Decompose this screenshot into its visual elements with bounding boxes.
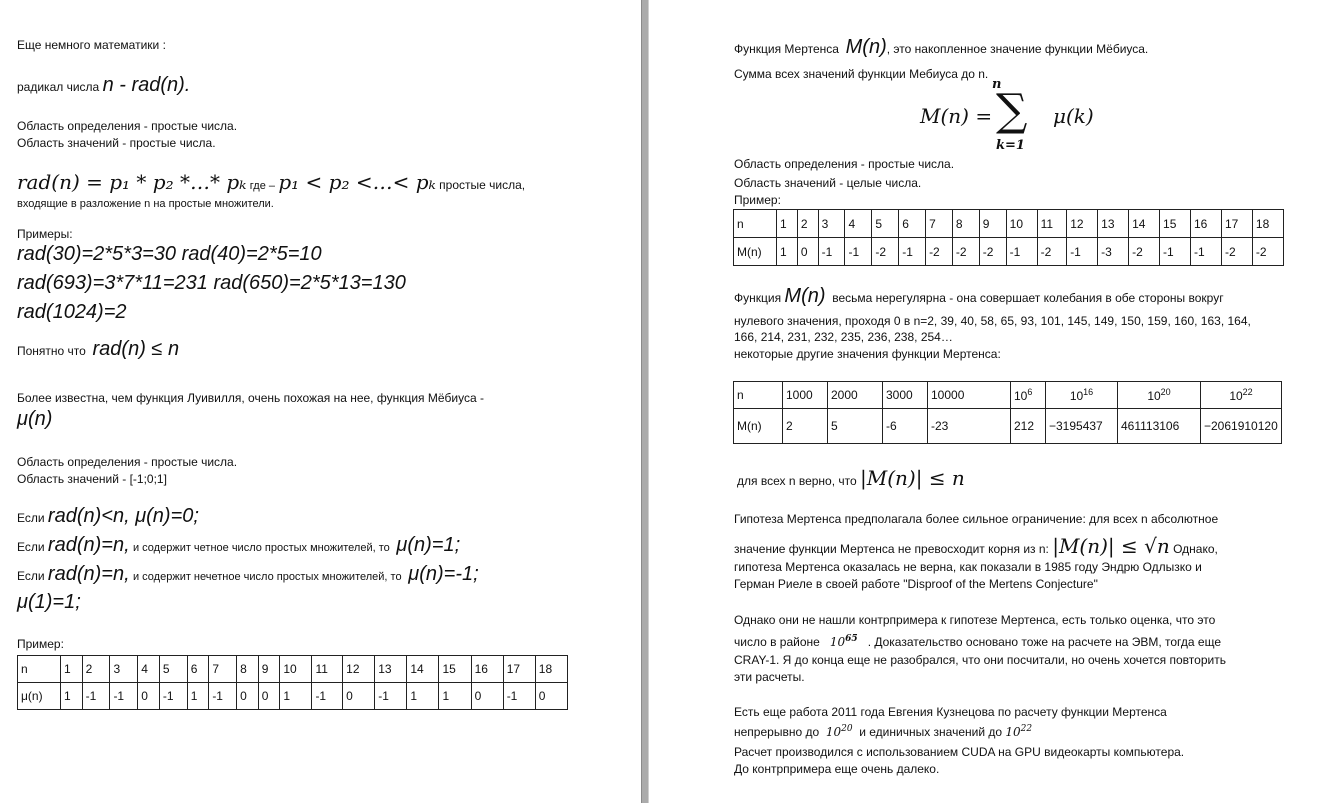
- table-cell: -1: [312, 683, 343, 710]
- table-cell: -1: [1191, 238, 1222, 266]
- rule-3-result: μ(n)=-1;: [408, 563, 479, 585]
- rule-2-text: и содержит четное число простых множителей, то: [132, 542, 390, 554]
- rad-formula-where: где –: [249, 180, 275, 192]
- radical-line: [17, 74, 190, 97]
- table-cell: -1: [818, 238, 845, 266]
- table-cell: -1: [1067, 238, 1098, 266]
- mertens-intro: [734, 36, 1148, 59]
- table-cell: 0: [535, 683, 567, 710]
- table-cell: 461113106: [1118, 409, 1201, 444]
- hypothesis-expr: |M(n)| ≤ √n: [1052, 534, 1170, 558]
- table-cell: 10: [280, 656, 312, 683]
- table-cell: 16: [471, 656, 503, 683]
- table-cell: 1: [61, 656, 83, 683]
- all-n-line: [737, 466, 965, 490]
- table-cell: 0: [138, 683, 160, 710]
- table-cell: −3195437: [1046, 409, 1118, 444]
- table-cell: 14: [407, 656, 439, 683]
- if-word: Если: [17, 511, 45, 525]
- table-cell: 9: [979, 210, 1006, 238]
- table-row: [18, 683, 568, 710]
- table-cell: -2: [952, 238, 979, 266]
- hypothesis-line-1: Гипотеза Мертенса предполагала более сильное ограничение: для всех n абсолютное: [734, 512, 1219, 526]
- table-cell: -2: [926, 238, 953, 266]
- rad-formula-line: [17, 170, 525, 194]
- table-cell: -2: [1252, 238, 1283, 266]
- rad-formula-tail: простые числа,: [439, 178, 526, 192]
- table-cell: 0: [258, 683, 280, 710]
- table-row: [18, 656, 568, 683]
- table-cell: $10^{22}$: [1201, 382, 1282, 409]
- table-cell: 11: [312, 656, 343, 683]
- rule-4: μ(1)=1;: [17, 591, 81, 613]
- table-cell: 2: [797, 210, 818, 238]
- table-cell: 1: [280, 683, 312, 710]
- table-cell: $10^6$: [1011, 382, 1046, 409]
- clear-label: Понятно что: [17, 344, 86, 358]
- table-row: [734, 238, 1284, 266]
- table-cell: 8: [237, 656, 259, 683]
- table-cell: 15: [439, 656, 471, 683]
- rad-formula-line2: входящие в разложение n на простые множители.: [17, 198, 274, 210]
- sum-line: Сумма всех значений функции Мебиуса до n.: [734, 67, 989, 81]
- counter-line-4: эти расчеты.: [734, 670, 805, 684]
- rule-3: [17, 563, 479, 586]
- table-cell: −2061910120: [1201, 409, 1282, 444]
- example-3: rad(1024)=2: [17, 301, 127, 323]
- table-cell: 10: [1006, 210, 1037, 238]
- table-cell: 12: [1067, 210, 1098, 238]
- mertens-word: Функция Мертенса: [734, 42, 839, 56]
- table-cell: -1: [845, 238, 872, 266]
- table-cell: 2: [82, 656, 110, 683]
- radical-label: радикал числа: [17, 80, 100, 94]
- table-cell: -1: [82, 683, 110, 710]
- table-cell: 8: [952, 210, 979, 238]
- table-cell: 14: [1129, 210, 1160, 238]
- mobius-table: [17, 655, 568, 710]
- formula-bottom: k=1: [996, 138, 1025, 153]
- table-cell: -2: [872, 238, 899, 266]
- formula-lhs: M(n) =: [920, 104, 993, 128]
- range: Область значений - целые числа.: [734, 176, 922, 190]
- table-cell: n: [734, 210, 777, 238]
- table-cell: -6: [883, 409, 928, 444]
- table-cell: -1: [110, 683, 138, 710]
- table-cell: 0: [797, 238, 818, 266]
- radical-expr: n - rad(n).: [102, 74, 191, 96]
- table-cell: 5: [872, 210, 899, 238]
- table-cell: 12: [343, 656, 375, 683]
- table-cell: -2: [979, 238, 1006, 266]
- counter-line-2: [734, 634, 1221, 649]
- kuznetsov-power-1: $10^{20}$: [825, 724, 853, 739]
- table-cell: 18: [1252, 210, 1283, 238]
- formula-top: n: [992, 77, 1002, 92]
- formula-rhs: μ(k): [1053, 104, 1094, 128]
- hypothesis-line-4: Герман Риеле в своей работе "Disproof of the Mertens Conjecture": [734, 577, 1098, 591]
- kuznetsov-power-2: $10^{22}$: [1005, 724, 1033, 739]
- rule-2-result: μ(n)=1;: [396, 534, 461, 556]
- if-word: Если: [17, 540, 45, 554]
- big-values-table: [733, 381, 1282, 444]
- table-cell: 13: [1098, 210, 1129, 238]
- table-cell: n: [18, 656, 61, 683]
- mertens-symbol: M(n): [845, 36, 887, 58]
- table-cell: M(n): [734, 409, 783, 444]
- table-cell: 4: [845, 210, 872, 238]
- table-cell: M(n): [734, 238, 777, 266]
- table-cell: -1: [899, 238, 926, 266]
- rule-2: [17, 534, 460, 557]
- table-cell: 1: [187, 683, 209, 710]
- table-cell: 3000: [883, 382, 928, 409]
- table-cell: 6: [187, 656, 209, 683]
- kuznetsov-text-b: и единичных значений до: [859, 725, 1003, 739]
- table-cell: 6: [899, 210, 926, 238]
- table-cell: 9: [258, 656, 280, 683]
- kuznetsov-line-4: До контрпримера еще очень далеко.: [734, 762, 940, 776]
- formula-sigma: ∑: [996, 85, 1028, 136]
- table-cell: 1000: [783, 382, 828, 409]
- irregular-word: Функция: [734, 291, 782, 305]
- table-cell: 4: [138, 656, 160, 683]
- table-cell: -1: [1160, 238, 1191, 266]
- domain-1: Область определения - простые числа.: [17, 119, 238, 133]
- intro-text: Еще немного математики :: [17, 38, 166, 52]
- kuznetsov-text-a: непрерывно до: [734, 725, 820, 739]
- table-row: [734, 382, 1282, 409]
- table-cell: -3: [1098, 238, 1129, 266]
- table-cell: 212: [1011, 409, 1046, 444]
- table-cell: 16: [1191, 210, 1222, 238]
- table-cell: 1: [439, 683, 471, 710]
- table-cell: -23: [928, 409, 1011, 444]
- counter-text-b: . Доказательство основано тоже на расчете на ЭВМ, тогда еще: [867, 635, 1221, 649]
- table-cell: 17: [1221, 210, 1252, 238]
- hypothesis-line-2: [734, 534, 1218, 558]
- kuznetsov-line-2: [734, 724, 1032, 739]
- table-cell: 5: [828, 409, 883, 444]
- clear-expr: rad(n) ≤ n: [92, 338, 180, 360]
- kuznetsov-line-3: Расчет производился с использованием CUDA на GPU видеокарты компьютера.: [734, 745, 1185, 759]
- table-cell: 5: [159, 656, 187, 683]
- rule-1: [17, 505, 199, 528]
- table-cell: 3: [110, 656, 138, 683]
- table-cell: -2: [1037, 238, 1067, 266]
- rule-3-text: и содержит нечетное число простых множителей, то: [132, 571, 402, 583]
- page-divider: [641, 0, 649, 803]
- table-cell: 0: [343, 683, 375, 710]
- table-cell: 1: [61, 683, 83, 710]
- clear-line: [17, 338, 179, 361]
- table-cell: -1: [159, 683, 187, 710]
- table-cell: 2: [783, 409, 828, 444]
- table-cell: 11: [1037, 210, 1067, 238]
- table-cell: 3: [818, 210, 845, 238]
- irregular-rest: весьма нерегулярна - она совершает колебания в обе стороны вокруг: [832, 291, 1224, 305]
- rule-2-expr: rad(n)=n,: [47, 534, 130, 556]
- table-cell: -1: [209, 683, 237, 710]
- other-values: некоторые другие значения функции Мертенса:: [734, 347, 1001, 361]
- table-cell: $10^{20}$: [1118, 382, 1201, 409]
- table-cell: -2: [1221, 238, 1252, 266]
- table-row: [734, 409, 1282, 444]
- if-word: Если: [17, 569, 45, 583]
- table-cell: 15: [1160, 210, 1191, 238]
- right-page: [650, 0, 1341, 803]
- table-cell: 2000: [828, 382, 883, 409]
- domain-2: Область определения - простые числа.: [17, 455, 238, 469]
- range-2: Область значений - [-1;0;1]: [17, 472, 167, 486]
- irregular-symbol: M(n): [784, 285, 826, 307]
- all-n-expr: |M(n)| ≤ n: [860, 466, 965, 490]
- all-n-text: для всех n верно, что: [737, 474, 857, 488]
- rule-3-expr: rad(n)=n,: [47, 563, 130, 585]
- table-cell: 18: [535, 656, 567, 683]
- hypothesis-text: значение функции Мертенса не превосходит корня из n:: [734, 542, 1049, 556]
- table-cell: n: [734, 382, 783, 409]
- rule-1-expr: rad(n)<n, μ(n)=0;: [47, 505, 199, 527]
- counter-line-1: Однако они не нашли контрпримера к гипотезе Мертенса, есть только оценка, что это: [734, 613, 1216, 627]
- hypothesis-line-3: гипотеза Мертенса оказалась не верна, как показали в 1985 году Эндрю Одлызко и: [734, 560, 1202, 574]
- table-cell: 1: [777, 210, 798, 238]
- table-cell: 1: [777, 238, 798, 266]
- example-label: Пример:: [734, 193, 781, 207]
- domain: Область определения - простые числа.: [734, 157, 955, 171]
- counter-text-a: число в районе: [734, 635, 820, 649]
- table-cell: -2: [1129, 238, 1160, 266]
- example-label: Пример:: [17, 637, 64, 651]
- table-cell: 10000: [928, 382, 1011, 409]
- mobius-symbol: μ(n): [17, 408, 53, 430]
- table-cell: 13: [375, 656, 407, 683]
- table-row: [734, 210, 1284, 238]
- table-cell: 7: [926, 210, 953, 238]
- table-cell: -1: [1006, 238, 1037, 266]
- left-page: [0, 0, 642, 803]
- table-cell: $10^{16}$: [1046, 382, 1118, 409]
- hypothesis-after: Однако,: [1173, 542, 1218, 556]
- range-1: Область значений - простые числа.: [17, 136, 216, 150]
- example-1: rad(30)=2*5*3=30 rad(40)=2*5=10: [17, 243, 322, 265]
- table-cell: 7: [209, 656, 237, 683]
- mertens-rest: , это накопленное значение функции Мёбиуса.: [886, 42, 1149, 56]
- irregular-line: [734, 285, 1224, 308]
- table-cell: -1: [503, 683, 535, 710]
- table-cell: 0: [471, 683, 503, 710]
- counter-power: $10^{65}$: [829, 634, 858, 649]
- table-cell: -1: [375, 683, 407, 710]
- table-cell: 1: [407, 683, 439, 710]
- table-cell: μ(n): [18, 683, 61, 710]
- mertens-table: [733, 209, 1284, 266]
- rad-formula: rad(n) = p₁ * p₂ *…* pₖ: [17, 170, 247, 194]
- table-cell: 0: [237, 683, 259, 710]
- counter-line-3: CRAY-1. Я до конца еще не разобрался, что они посчитали, но очень хочется повторить: [734, 653, 1226, 667]
- example-2: rad(693)=3*7*11=231 rad(650)=2*5*13=130: [17, 272, 406, 294]
- table-cell: 17: [503, 656, 535, 683]
- examples-label: Примеры:: [17, 227, 73, 241]
- irregular-line-2: нулевого значения, проходя 0 в n=2, 39, 40, 58, 65, 93, 101, 145, 149, 150, 159, 160, 163, 164,: [734, 314, 1251, 328]
- kuznetsov-line-1: Есть еще работа 2011 года Евгения Кузнецова по расчету функции Мертенса: [734, 705, 1167, 719]
- rad-formula-primes: p₁ < p₂ <…< pₖ: [278, 170, 436, 194]
- irregular-line-3: 166, 214, 231, 232, 235, 236, 238, 254…: [734, 330, 953, 344]
- mobius-intro: Более известна, чем функция Луивилля, очень похожая на нее, функция Мёбиуса -: [17, 391, 484, 405]
